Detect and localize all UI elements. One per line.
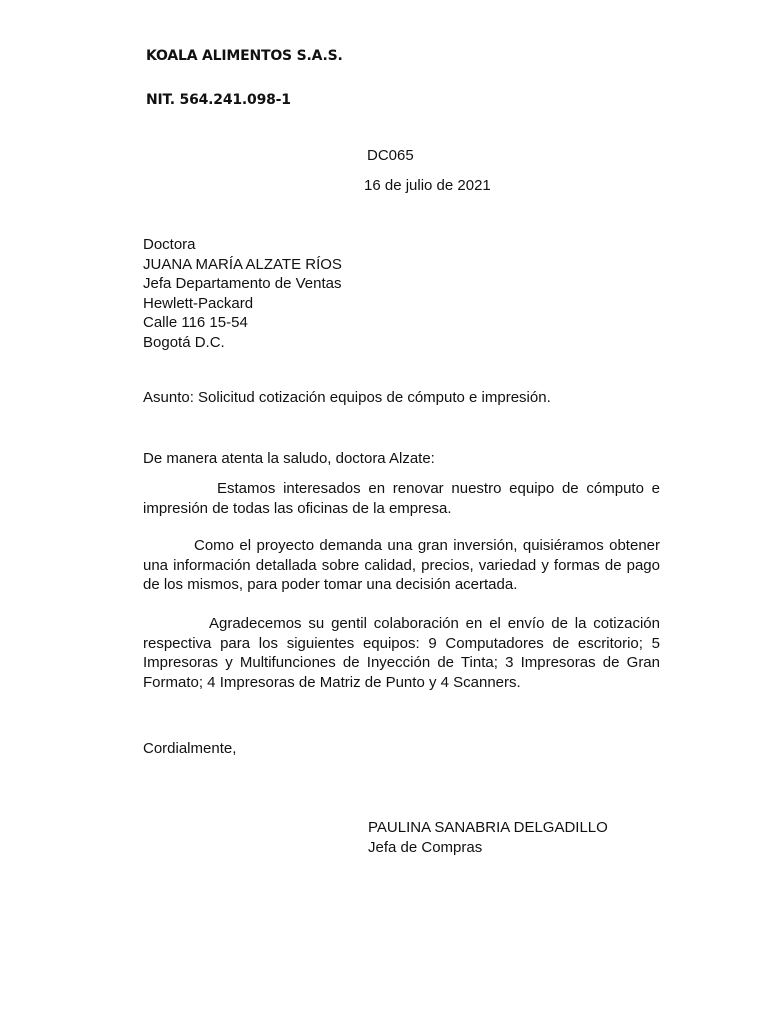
letter-date: 16 de julio de 2021 [364, 177, 491, 194]
reference-code: DC065 [367, 147, 414, 164]
recipient-company: Hewlett-Packard [143, 294, 254, 312]
recipient-name: JUANA MARÍA ALZATE RÍOS [143, 255, 342, 273]
recipient-position: Jefa Departamento de Ventas [143, 275, 342, 292]
body-paragraph-2: Como el proyecto demanda una gran inversión, quisiéramos obtener una información detallada sobre calidad, precios, variedad y formas de pago de los mismos, para poder tomar una decisión acertada. [143, 537, 660, 593]
letter-greeting: De manera atenta la saludo, doctora Alzate: [143, 450, 435, 467]
letter-closing: Cordialmente, [143, 740, 237, 757]
body-paragraph-1: Estamos interesados en renovar nuestro equipo de cómputo e impresión de todas las oficinas de la empresa. [143, 480, 660, 517]
signature-name: PAULINA SANABRIA DELGADILLO [368, 819, 608, 836]
company-name: KOALA ALIMENTOS S.A.S. [146, 48, 343, 64]
body-paragraph-3: Agradecemos su gentil colaboración en el envío de la cotización respectiva para los siguientes equipos: 9 Computadores de escritorio; 5 Impresoras y Multifunciones de Inyección de Tinta; 3 Impresoras de Gran Formato; 4 Impresoras de Matriz de Punto y 4 Scanners. [143, 615, 660, 691]
recipient-title: Doctora [143, 236, 196, 253]
signature-position: Jefa de Compras [368, 838, 483, 856]
recipient-city: Bogotá D.C. [143, 333, 225, 351]
letter-subject: Asunto: Solicitud cotización equipos de cómputo e impresión. [143, 389, 551, 406]
company-nit: NIT. 564.241.098-1 [146, 92, 291, 108]
recipient-block [143, 235, 342, 352]
recipient-address: Calle 116 15-54 [143, 314, 248, 331]
signature-block [368, 818, 608, 857]
